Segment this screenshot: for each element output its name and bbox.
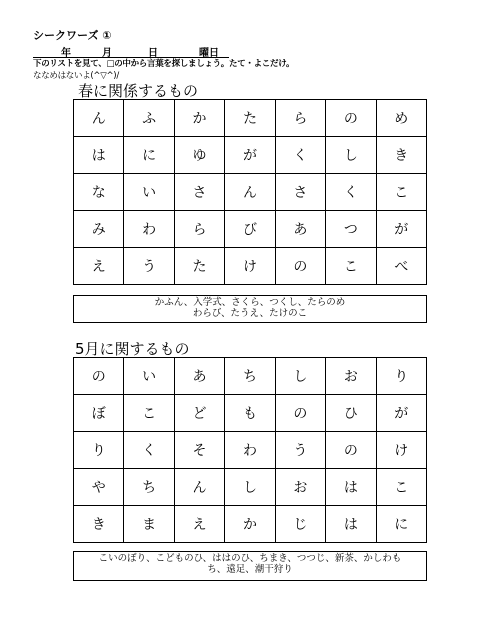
grid-row — [74, 100, 427, 137]
grid-row — [74, 137, 427, 174]
puzzle-1-word-list — [73, 295, 427, 323]
grid-cell: こ — [376, 174, 426, 211]
grid-cell: お — [275, 469, 325, 506]
puzzle-2-grid — [73, 357, 427, 543]
grid-cell: い — [124, 358, 174, 395]
grid-cell: お — [326, 358, 376, 395]
grid-cell: し — [225, 469, 275, 506]
grid-cell: ん — [174, 469, 224, 506]
grid-cell: し — [275, 358, 325, 395]
date-line — [33, 44, 229, 58]
grid-cell: あ — [275, 211, 325, 248]
grid-cell: ま — [124, 506, 174, 543]
grid-row — [74, 174, 427, 211]
grid-cell: の — [326, 100, 376, 137]
grid-cell: こ — [326, 248, 376, 285]
grid-cell: ど — [174, 395, 224, 432]
grid-cell: み — [74, 211, 124, 248]
grid-cell: え — [174, 506, 224, 543]
grid-cell: じ — [275, 506, 325, 543]
grid-row — [74, 432, 427, 469]
grid-cell: ん — [74, 100, 124, 137]
grid-cell: か — [174, 100, 224, 137]
grid-cell: け — [376, 432, 426, 469]
weekday-label: 曜日 — [199, 48, 219, 59]
grid-cell: く — [275, 137, 325, 174]
grid-cell: く — [326, 174, 376, 211]
grid-cell: わ — [225, 432, 275, 469]
grid-cell: の — [275, 248, 325, 285]
grid-cell: び — [225, 211, 275, 248]
worksheet-title: シークワーズ ① — [33, 29, 112, 42]
grid-row — [74, 248, 427, 285]
grid-cell: き — [74, 506, 124, 543]
grid-cell: が — [376, 211, 426, 248]
grid-row — [74, 395, 427, 432]
grid-row — [74, 358, 427, 395]
grid-cell: き — [376, 137, 426, 174]
month-label: 月 — [102, 48, 112, 59]
grid-row — [74, 469, 427, 506]
grid-row — [74, 506, 427, 543]
grid-cell: し — [326, 137, 376, 174]
grid-cell: べ — [376, 248, 426, 285]
grid-cell: ら — [275, 100, 325, 137]
grid-cell: に — [376, 506, 426, 543]
grid-cell: ち — [124, 469, 174, 506]
grid-cell: ぼ — [74, 395, 124, 432]
day-label: 日 — [148, 48, 158, 59]
grid-cell: た — [225, 100, 275, 137]
grid-cell: え — [74, 248, 124, 285]
instruction-text: 下のリストを見て、□の中から言葉を探しましょう。たて・よこだけ。 — [33, 59, 295, 69]
puzzle-2-word-list — [73, 551, 427, 581]
word-list-line: ち、遠足、潮干狩り — [207, 564, 293, 575]
grid-cell: や — [74, 469, 124, 506]
grid-cell: ひ — [326, 395, 376, 432]
grid-cell: の — [74, 358, 124, 395]
grid-cell: り — [74, 432, 124, 469]
year-label: 年 — [61, 48, 71, 59]
grid-cell: が — [225, 137, 275, 174]
grid-cell: の — [275, 395, 325, 432]
grid-cell: か — [225, 506, 275, 543]
grid-row — [74, 211, 427, 248]
grid-cell: の — [326, 432, 376, 469]
puzzle-1-grid — [73, 99, 427, 285]
grid-cell: つ — [326, 211, 376, 248]
grid-cell: は — [326, 469, 376, 506]
grid-cell: も — [225, 395, 275, 432]
grid-cell: が — [376, 395, 426, 432]
grid-cell: う — [275, 432, 325, 469]
grid-cell: あ — [174, 358, 224, 395]
grid-cell: な — [74, 174, 124, 211]
grid-cell: め — [376, 100, 426, 137]
puzzle-1-heading: 春に関係するもの — [78, 82, 199, 100]
grid-cell: り — [376, 358, 426, 395]
grid-cell: ち — [225, 358, 275, 395]
instruction-note: ななめはないよ(^▽^)/ — [33, 71, 119, 81]
grid-cell: う — [124, 248, 174, 285]
grid-cell: こ — [124, 395, 174, 432]
word-list-line: わらび、たうえ、たけのこ — [192, 308, 308, 319]
grid-cell: た — [174, 248, 224, 285]
grid-cell: は — [74, 137, 124, 174]
puzzle-2-heading: 5月に関するもの — [75, 340, 190, 358]
grid-cell: に — [124, 137, 174, 174]
grid-cell: ん — [225, 174, 275, 211]
grid-cell: い — [124, 174, 174, 211]
grid-cell: く — [124, 432, 174, 469]
grid-cell: は — [326, 506, 376, 543]
grid-cell: ふ — [124, 100, 174, 137]
grid-cell: ゆ — [174, 137, 224, 174]
grid-cell: そ — [174, 432, 224, 469]
grid-cell: け — [225, 248, 275, 285]
word-list-line: かふん、入学式、さくら、つくし、たらのめ — [154, 297, 346, 308]
word-list-line: こいのぼり、こどものひ、ははのひ、ちまき、つつじ、新茶、かしわも — [98, 553, 402, 564]
grid-cell: さ — [275, 174, 325, 211]
grid-cell: ら — [174, 211, 224, 248]
grid-cell: こ — [376, 469, 426, 506]
grid-cell: さ — [174, 174, 224, 211]
grid-cell: わ — [124, 211, 174, 248]
